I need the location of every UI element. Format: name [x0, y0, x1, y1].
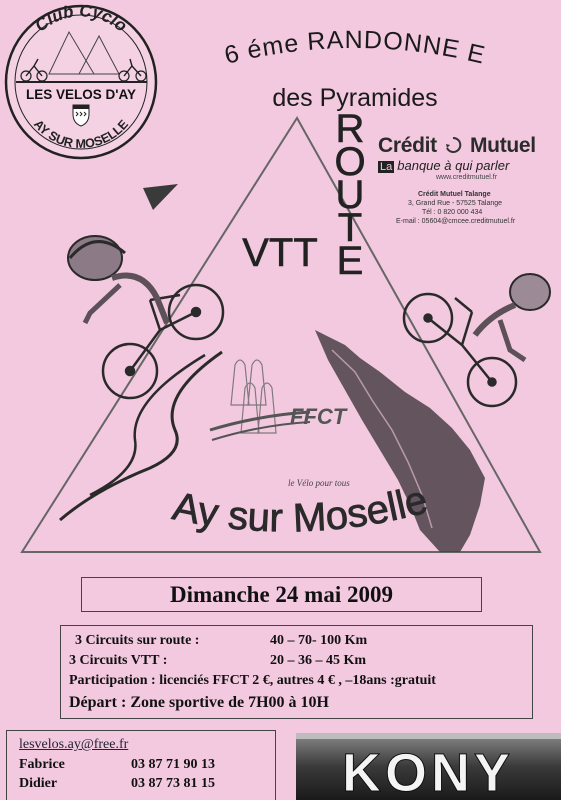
contact-email-link[interactable]: lesvelos.ay@free.fr — [19, 737, 129, 752]
credit-mutuel-mark-icon — [444, 136, 462, 154]
circuits-vtt-label: 3 Circuits VTT : — [69, 653, 168, 668]
credit-mutuel-logo — [378, 134, 548, 181]
route-letter: R — [335, 107, 365, 151]
credit-mutuel-address-line: Tél : 0 820 000 434 — [422, 209, 483, 216]
circuits-road-value: 40 – 70- 100 Km — [270, 633, 368, 648]
ffct-logo-text: FFCT — [290, 404, 347, 429]
credit-mutuel-address-line: Crédit Mutuel Talange — [418, 191, 491, 198]
credit-mutuel-name-part1: Crédit — [378, 134, 437, 157]
flag-icon — [143, 184, 178, 210]
town-label: Ay sur Moselle — [169, 477, 432, 541]
event-date: Dimanche 24 mai 2009 — [81, 577, 482, 612]
credit-mutuel-tagline-box: La — [380, 161, 393, 173]
event-info-box — [60, 625, 533, 719]
route-letter: E — [336, 239, 364, 283]
contact-name: Didier — [19, 776, 58, 791]
participation-fees: Participation : licenciés FFCT 2 €, autres 4 € , –18ans :gratuit — [69, 673, 436, 688]
kony-sponsor-banner — [296, 733, 561, 800]
svg-text:6 éme RANDONNE E — [222, 26, 488, 70]
club-logo-top-text: Club Cyclo — [31, 4, 131, 36]
credit-mutuel-name-part2: Mutuel — [469, 134, 536, 157]
route-letter: T — [337, 206, 363, 250]
contact-phone: 03 87 71 90 13 — [131, 757, 215, 772]
route-letter: U — [335, 173, 365, 217]
kony-name: KONY — [341, 743, 515, 800]
cyclist-right-illustration — [404, 274, 550, 406]
route-label — [334, 107, 365, 283]
circuits-road-label: 3 Circuits sur route : — [75, 633, 200, 648]
title-line-1: 6 éme RANDONNE E — [221, 25, 489, 70]
credit-mutuel-address-line: E-mail : 05604@cmcee.creditmutuel.fr — [396, 218, 516, 225]
circuits-vtt-value: 20 – 36 – 45 Km — [270, 653, 367, 668]
ffct-slogan: le Vélo pour tous — [288, 478, 350, 488]
cyclist-left-illustration — [68, 236, 223, 398]
svg-text:ROUTE — [334, 107, 365, 283]
contact-phone: 03 87 73 81 15 — [131, 776, 215, 791]
contact-box — [6, 730, 276, 800]
ffct-logo — [210, 360, 350, 488]
club-logo-middle-text: LES VELOS D'AY — [26, 87, 136, 102]
credit-mutuel-name — [378, 134, 548, 158]
title-line-2: des Pyramides — [272, 84, 438, 112]
vtt-label: VTT — [242, 231, 318, 275]
credit-mutuel-tagline-text: banque à qui parler — [397, 158, 510, 173]
club-logo-bottom-text: AY SUR MOSELLE — [30, 117, 132, 151]
event-title — [165, 22, 545, 112]
departure-info: Départ : Zone sportive de 7H00 à 10H — [69, 694, 329, 711]
credit-mutuel-tagline — [378, 158, 548, 173]
credit-mutuel-website: www.creditmutuel.fr — [436, 174, 498, 181]
credit-mutuel-address — [398, 190, 548, 226]
credit-mutuel-address-line: 3, Grand Rue - 57525 Talange — [408, 200, 503, 207]
contact-name: Fabrice — [19, 757, 65, 772]
route-letter: O — [334, 140, 366, 184]
